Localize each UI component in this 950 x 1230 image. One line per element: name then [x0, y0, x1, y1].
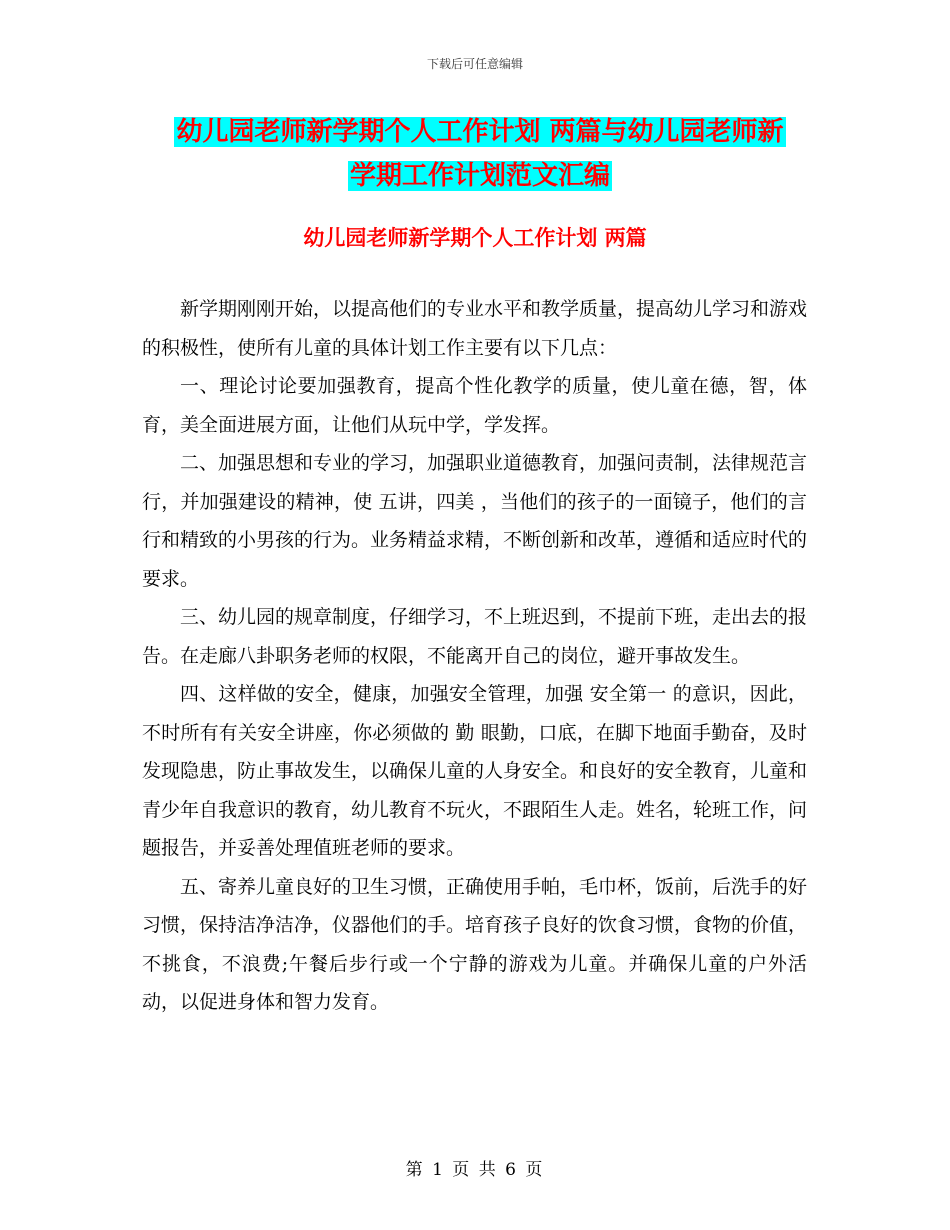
- paragraph-item-2: 二、加强思想和专业的学习，加强职业道德教育，加强问责制，法律规范言行，并加强建设的精神，使 五讲，四美 ，当他们的孩子的一面镜子，他们的言行和精致的小男孩的行为。业务精益求精，不断创新和改革，遵循和适应时代的要求。: [142, 452, 808, 590]
- paragraph-item-3: 三、幼儿园的规章制度，仔细学习，不上班迟到，不提前下班，走出去的报告。在走廊八卦职务老师的权限，不能离开自己的岗位，避开事故发生。: [142, 606, 808, 667]
- paragraph-item-4: 四、这样做的安全，健康，加强安全管理，加强 安全第一 的意识，因此，不时所有有关安全讲座，你必须做的 勤 眼勤，口底，在脚下地面手勤奋，及时发现隐患，防止事故发生，以确保儿童的人身安全。和良好的安全教育，儿童和青少年自我意识的教育，幼儿教育不玩火，不跟陌生人走。姓名，轮班工作，问题报告，并妥善处理值班老师的要求。: [142, 683, 808, 859]
- section-title: 幼儿园老师新学期个人工作计划 两篇: [303, 226, 647, 250]
- document-body: [142, 290, 807, 1022]
- document-title-line-1: 幼儿园老师新学期个人工作计划 两篇与幼儿园老师新: [176, 117, 784, 147]
- paragraph-intro: 新学期刚刚开始，以提高他们的专业水平和教学质量，提高幼儿学习和游戏的积极性，使所有儿童的具体计划工作主要有以下几点：: [142, 298, 808, 359]
- document-title: [140, 110, 820, 198]
- paragraph-item-5: 五、寄养儿童良好的卫生习惯，正确使用手帕，毛巾杯，饭前，后洗手的好习惯，保持洁净洁净，仪器他们的手。培育孩子良好的饮食习惯，食物的价值，不挑食，不浪费;午餐后步行或一个宁静的游戏为儿童。并确保儿童的户外活动，以促进身体和智力发育。: [142, 875, 808, 1013]
- page-number: 第 1 页 共 6 页: [405, 1160, 545, 1180]
- paragraph-item-1: 一、理论讨论要加强教育，提高个性化教学的质量，使儿童在德，智，体育，美全面进展方面，让他们从玩中学，学发挥。: [142, 375, 807, 436]
- document-title-line-2: 学期工作计划范文汇编: [349, 161, 610, 191]
- header-note: 下载后可任意编辑: [426, 57, 523, 71]
